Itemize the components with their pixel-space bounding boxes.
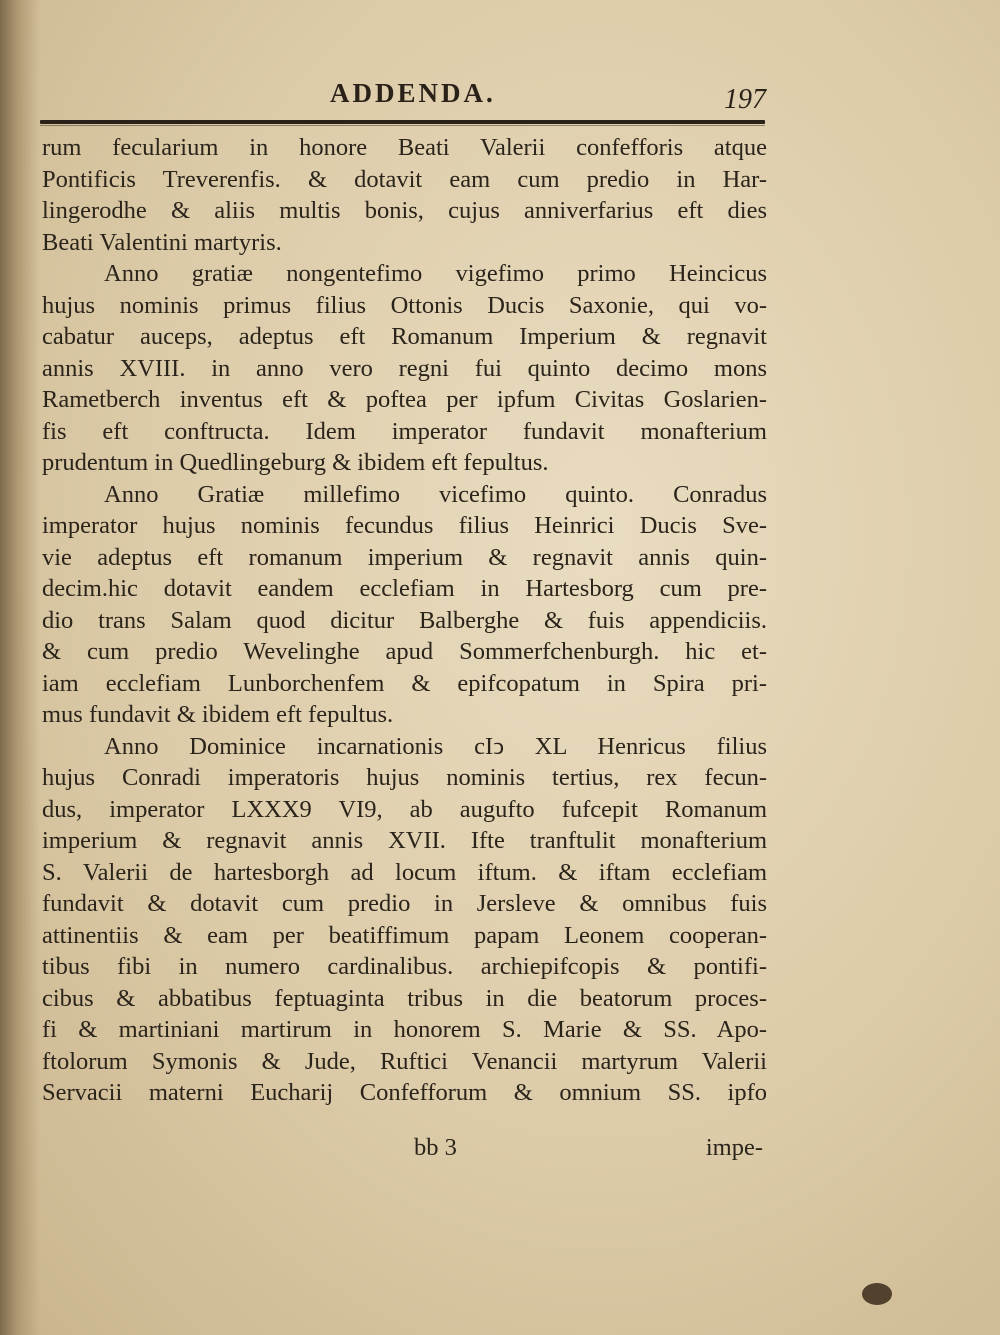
text-line: Anno gratiæ nongentefimo vigefimo primo Heincicus [104, 260, 767, 287]
text-line: prudentum in Quedlingeburg & ibidem eft fepultus. [42, 449, 549, 476]
text-line: dus, imperator LXXX9 VI9, ab augufto fufcepit Romanum [42, 795, 767, 823]
text-line: ftolorum Symonis & Jude, Ruftici Venancii martyrum Valerii [42, 1047, 767, 1075]
text-line: Pontificis Treverenfis. & dotavit eam cum predio in Har- [42, 165, 767, 193]
text-line: annis XVIII. in anno vero regni fui quinto decimo mons [42, 354, 767, 382]
body-text [42, 132, 767, 1109]
text-line: vie adeptus eft romanum imperium & regnavit annis quin- [42, 543, 767, 571]
text-line: tibus fibi in numero cardinalibus. archiepifcopis & pontifi- [42, 953, 767, 980]
text-line: Anno Dominice incarnationis cIↄ XL Henricus filius [104, 732, 767, 760]
text-line: fis eft conftructa. Idem imperator fundavit monafterium [42, 417, 767, 445]
text-line: hujus nominis primus filius Ottonis Ducis Saxonie, qui vo- [42, 291, 767, 319]
text-line: hujus Conradi imperatoris hujus nominis tertius, rex fecun- [42, 764, 767, 791]
text-line: iam ecclefiam Lunborchenfem & epifcopatum in Spira pri- [42, 669, 767, 697]
text-line: decim.hic dotavit eandem ecclefiam in Hartesborg cum pre- [42, 575, 767, 602]
text-line: Anno Gratiæ millefimo vicefimo quinto. Conradus [104, 480, 767, 508]
header-rule [40, 120, 765, 124]
text-line: Beati Valentini martyris. [42, 228, 282, 256]
text-line: Servacii materni Eucharij Confefforum & omnium SS. ipfo [42, 1079, 767, 1106]
text-line: imperium & regnavit annis XVII. Ifte tranftulit monafterium [42, 827, 767, 854]
text-line: & cum predio Wevelinghe apud Sommerfchenburgh. hic et- [42, 638, 767, 665]
text-line: mus fundavit & ibidem eft fepultus. [42, 701, 394, 728]
text-line: rum fecularium in honore Beati Valerii confefforis atque [42, 134, 767, 161]
text-line: imperator hujus nominis fecundus filius Heinrici Ducis Sve- [42, 512, 767, 539]
text-line: dio trans Salam quod dicitur Balberghe & fuis appendiciis. [42, 606, 767, 634]
text-line: cabatur auceps, adeptus eft Romanum Imperium & regnavit [42, 323, 767, 350]
text-line: S. Valerii de hartesborgh ad locum iftum. & iftam ecclefiam [42, 858, 767, 886]
page-number: 197 [724, 84, 766, 115]
text-line: fi & martiniani martirum in honorem S. Marie & SS. Apo- [42, 1016, 767, 1043]
running-title: ADDENDA. [330, 78, 496, 108]
text-line: attinentiis & eam per beatiffimum papam Leonem cooperan- [42, 921, 767, 949]
binding-shadow [0, 0, 40, 1335]
signature-mark: bb 3 [414, 1134, 457, 1161]
ink-stain [862, 1283, 892, 1305]
text-line: fundavit & dotavit cum predio in Jersleve & omnibus fuis [42, 890, 767, 917]
text-line: cibus & abbatibus feptuaginta tribus in die beatorum proces- [42, 984, 767, 1012]
catchword: impe- [705, 1134, 763, 1161]
text-line: lingerodhe & aliis multis bonis, cujus anniverfarius eft dies [42, 197, 767, 224]
text-line: Rametberch inventus eft & poftea per ipfum Civitas Goslarien- [42, 386, 767, 413]
page-header [40, 76, 770, 115]
page-footer [42, 1134, 767, 1168]
